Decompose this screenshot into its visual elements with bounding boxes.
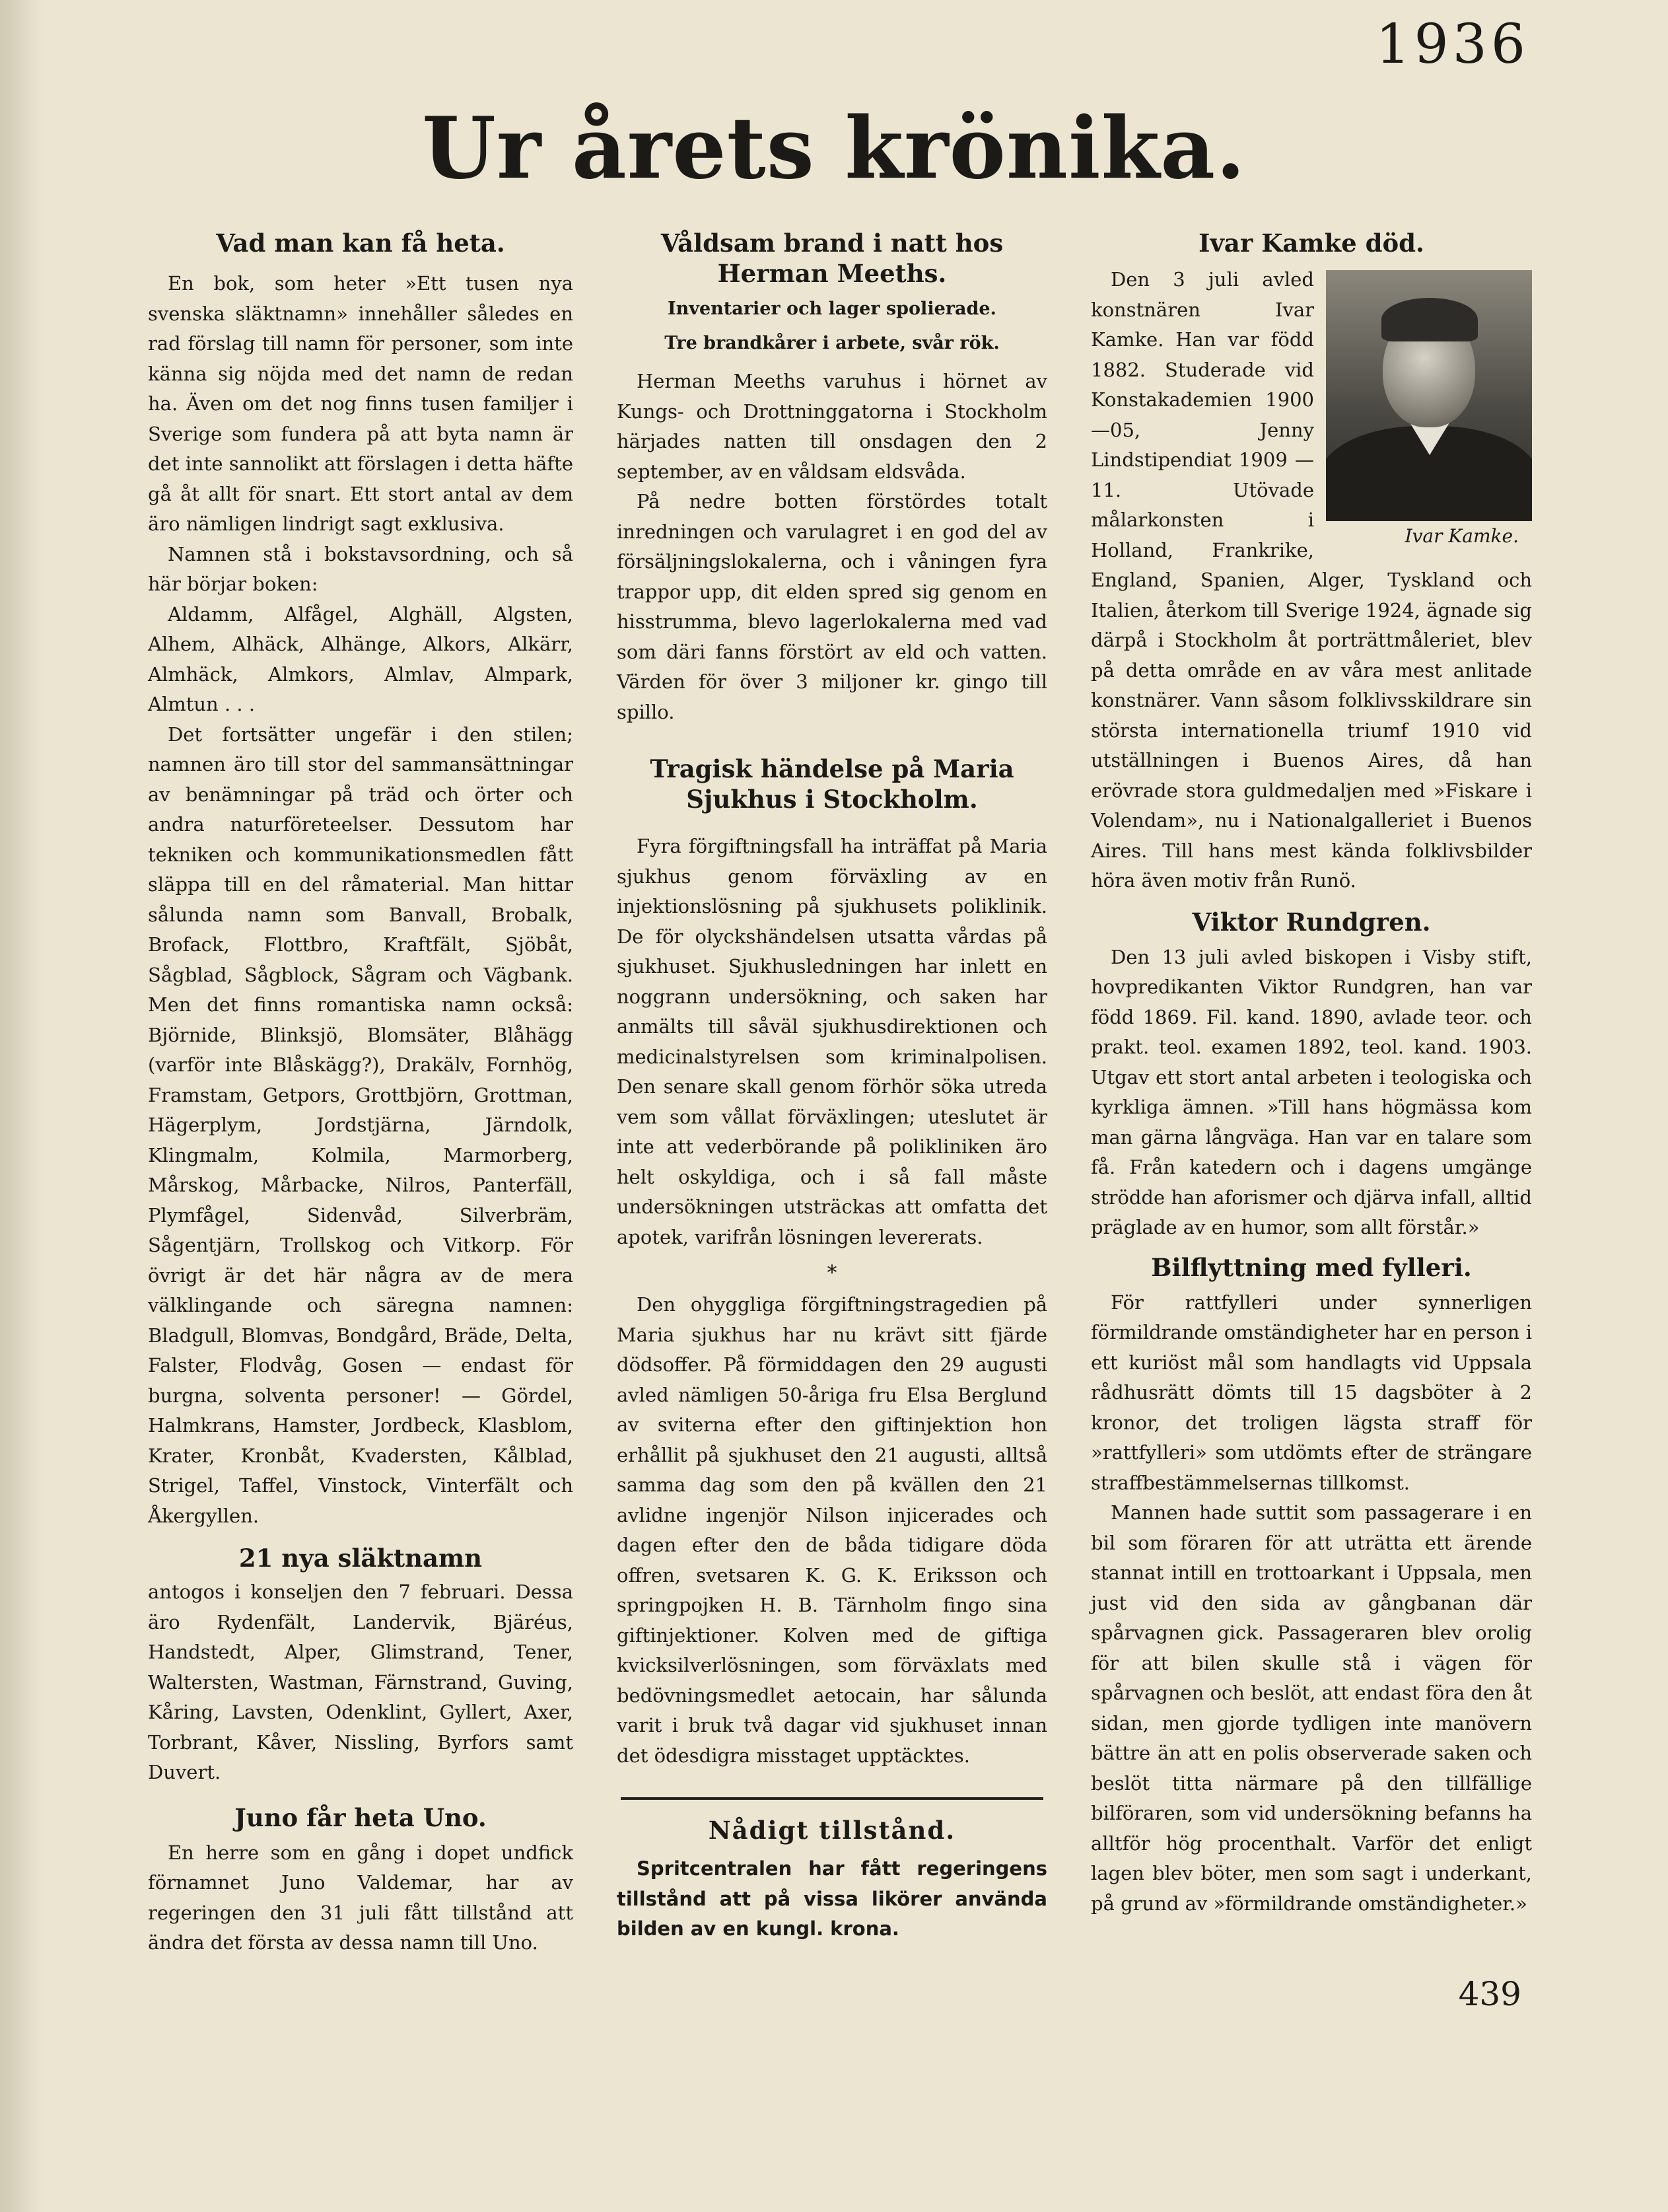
article-subheading: Tre brandkårer i arbete, svår rök. [664,333,1000,353]
article-new-surnames [148,1543,573,1788]
column-3 [1091,228,1532,1919]
column-1 [148,228,573,1958]
article-paragraph: Det fortsätter ungefär i den stilen; namnen äro till stor del sammansättningar av benämningar på träd och örter och andra naturföreteelser. Dessutom har tekniken och kommunikationsmedlen fått släppa till en del råmaterial. Man hittar sålunda namn som Banvall, Brobalk, Brofack, Flottbro, Kraftfält, Sjöbåt, Sågblad, Sågblock, Sågram och Vägbank. Men det finns romantiska namn också: Björnide, Blinksjö, Blomsäter, Blåhägg (varför inte Blåskägg?), Drakälv, Fornhög, Framstam, Getpors, Grottbjörn, Grottman, Hägerplym, Jordstjärna, Järndolk, Klingmalm, Kolmila, Marmorberg, Mårskog, Mårbacke, Nilros, Panterfäll, Plymfågel, Sidenvåd, Silverbräm, Sågentjärn, Trollskog och Vitkorp. För övrigt är det här några av de mera välklingande och säregna namnen: Bladgull, Blomvas, Bondgård, Bräde, Delta, Falster, Flodvåg, Gosen — endast för burgna, solventa personer! — Gördel, Halmkrans, Hamster, Jordbeck, Klasblom, Krater, Kronbåt, Kvadersten, Kålblad, Strigel, Taffel, Vinstock, Vinterfält och Åkergyllen. [148,723,573,1527]
page-gutter-shade [0,0,42,2212]
article-paragraph: antogos i konseljen den 7 februari. Dessa äro Rydenfält, Landervik, Bjäréus, Handstedt, Alper, Glimstrand, Tener, Waltersten, Wastman, Färnstrand, Guving, Kåring, Lavsten, Odenklint, Gyllert, Axer, Torbrant, Kåver, Nissling, Byrfors samt Duvert. [148,1581,573,1783]
article-paragraph: Herman Meeths varuhus i hörnet av Kungs- och Drottninggatorna i Stockholm härjades natten till onsdagen den 2 september, av en våldsam eldsvåda. [617,370,1047,483]
article-rundgren [1091,907,1532,1243]
article-heading: Ivar Kamke död. [1199,229,1424,258]
article-subheading: Inventarier och lager spolierade. [668,299,996,319]
page-title: Ur årets krönika. [422,99,1246,198]
article-heading: Tragisk händelse på Maria Sjukhus i Stockholm. [650,754,1014,814]
portrait-caption: Ivar Kamke. [1405,525,1519,547]
divider-rule [621,1797,1043,1800]
page-year: 1936 [1375,13,1529,76]
article-heading: Viktor Rundgren. [1192,907,1431,937]
article-drunk-driving [1091,1252,1532,1919]
article-heading: 21 nya släktnamn [238,1544,483,1573]
article-paragraph: En herre som en gång i dopet undfick förnamnet Juno Valdemar, har av regeringen den 31 juli fått tillstånd att ändra det första av dessa namn till Uno. [148,1841,573,1954]
article-notice [617,1816,1047,1944]
separator-asterisk: * [827,1262,837,1285]
article-paragraph: Aldamm, Alfågel, Alghäll, Algsten, Alhem, Alhäck, Alhänge, Alkors, Alkärr, Almhäck, Almkors, Almlav, Almpark, Almtun . . . [148,602,573,715]
article-heading: Bilflyttning med fylleri. [1151,1252,1472,1282]
article-paragraph: Namnen stå i bokstavsordning, och så här börjar boken: [148,542,573,595]
article-juno [148,1802,573,1958]
article-paragraph: Den 3 juli avled konstnären Ivar Kamke. Han var född 1882. Studerade vid Konstakademien 1900—05, Jenny Lindstipendiat 1909 —11. Utövade målarkonsten i Holland, Frankrike, England, Spanien, Alger, Tyskland och Italien, återkom till Sverige 1924, ägnade sig därpå i Stockholm åt porträttmåleriet, blev på detta område en av våra mest anlitade konstnärer. Vann såsom folklivsskildrare sin största internationella triumf 1910 vid utställningen i Buenos Aires, då han erövrade stora guldmedaljen med »Fiskare i Volendam», nu i Nationalgalleriet i Buenos Aires. Till hans mest kända folklivsbilder höra även motiv från Runö. [1091,268,1532,892]
article-paragraph: För rattfylleri under synnerligen förmildrande omständigheter har en person i ett kuriöst mål som handlagts vid Uppsala rådhusrätt dömts till 15 dagsböter à 2 kronor, det troligen lägsta straff för »rattfylleri» som utdömts efter de strängare straffbestämmelsernas tillkomst. [1091,1291,1532,1494]
column-2 [617,228,1047,1944]
notice-text: Spritcentralen har fått regeringens tillstånd att på vissa likörer använda bilden av en kungl. krona. [617,1857,1047,1940]
page-number: 439 [1458,1975,1521,2013]
article-hospital [617,754,1047,1771]
article-paragraph: Den ohyggliga förgiftningstragedien på Maria sjukhus har nu krävt sitt fjärde dödsoffer. På förmiddagen den 29 augusti avled nämligen 50-åriga fru Elsa Berglund av sviterna efter den giftinjektion hon erhållit på sjukhuset den 21 augusti, alltså samma dag som den på kvällen den 21 avlidne ingenjör Nilson injicerades och dagen efter den de båda tidigare döda offren, svetsaren K. G. K. Eriksson och springpojken H. B. Tärnholm fingo sina giftinjektioner. Kolven med de giftiga kvicksilverlösningen, som förväxlats med bedövningsmedlet aetocain, har sålunda varit i bruk två dagar vid sjukhuset innan det ödesdigra misstaget upptäcktes. [617,1293,1047,1767]
portrait-photo [1326,270,1532,521]
article-paragraph: En bok, som heter »Ett tusen nya svenska släktnamn» innehåller således en rad förslag till namn för personer, som inte känna sig nöjda med det namn de redan ha. Även om det nog finns tusen familjer i Sverige som fundera på att byta namn är det inte sannolikt att förslagen i detta häfte gå åt allt för snart. Ett stort antal av dem äro nämligen lindrigt sagt exklusiva. [148,272,573,535]
article-heading: Vad man kan få heta. [216,229,505,258]
article-heading: Juno får heta Uno. [234,1802,487,1832]
article-paragraph: På nedre botten förstördes totalt inredningen och varulagret i en god del av försäljningslokalerna, och i våningen fyra trappor upp, dit elden spred sig genom en hisstrumma, blevo lagerlokalerna med vad som däri fanns förstört av eld och vatten. Värden för över 3 miljoner kr. gingo till spillo. [617,490,1047,723]
notice-heading: Nådigt tillstånd. [708,1816,956,1845]
article-names [148,228,573,1531]
article-kamke [1091,228,1532,896]
article-paragraph: Fyra förgiftningsfall ha inträffat på Maria sjukhus genom förväxling av en injektionslösning på sjukhusets poliklinik. De för olyckshändelsen utsatta vårdas på sjukhuset. Sjukhusledningen har inlett en noggrann undersökning, och saken har anmälts till såväl sjukhusdirektionen och medicinalstyrelsen som kriminalpolisen. Den senare skall genom förhör söka utreda vem som vållat förväxlingen; uteslutet är inte att vederbörande på polikliniken äro helt oskyldiga, och i så fall måste undersökningen utsträckas att omfatta det apotek, varifrån lösningen levererats. [617,835,1047,1248]
article-paragraph: Den 13 juli avled biskopen i Visby stift, hovpredikanten Viktor Rundgren, han var född 1869. Fil. kand. 1890, avlade teor. och prakt. teol. examen 1892, teol. kand. 1903. Utgav ett stort antal arbeten i teologiska och kyrkliga ämnen. »Till hans högmässa kom man gärna långväga. Han var en talare som få. Från katedern och i dagens umgänge strödde han aforismer och djärva infall, alltid präglade av en humor, som allt förstår.» [1091,945,1532,1238]
article-fire [617,228,1047,727]
portrait-figure [1326,270,1532,547]
article-heading: Våldsam brand i natt hos Herman Meeths. [660,229,1004,288]
article-paragraph: Mannen hade suttit som passagerare i en bil som föraren för att uträtta ett ärende stannat intill en trottoarkant i Uppsala, men just vid den sida av gångbanan där spårvagnen gick. Passageraren blev orolig för att bilen skulle stå i vägen för spårvagnen och beslöt, att endast föra den åt sidan, men gjorde tydligen inte manövern bättre än att en polis observerade saken och beslöt titta närmare på den tillfällige bilföraren, som vid undersökning befanns ha alltför hög procenthalt. Varför det enligt lagen blev böter, men som sagt i underkant, på grund av »förmildrande omständigheter.» [1091,1501,1532,1915]
